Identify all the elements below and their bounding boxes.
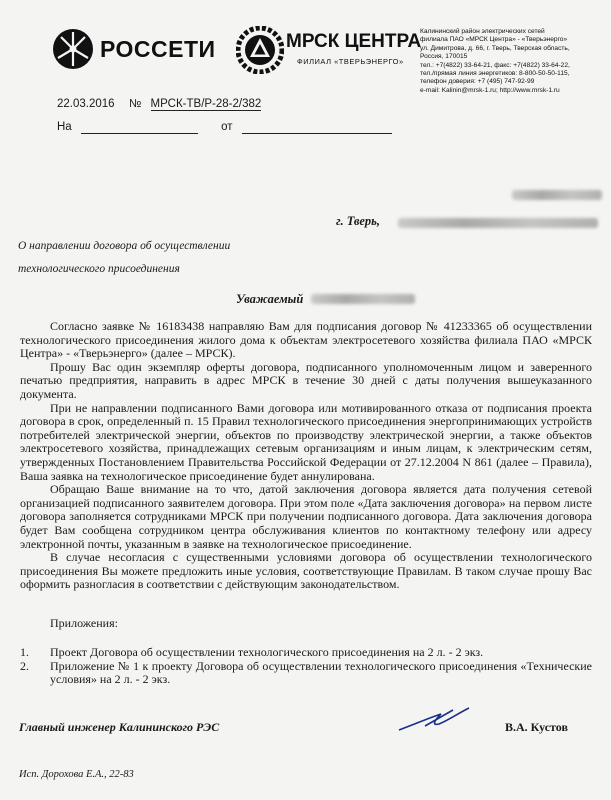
mrsk-logo-icon [236, 26, 284, 74]
letter-body [20, 320, 592, 592]
rosseti-logo-icon [52, 28, 94, 70]
reference-row [57, 121, 392, 134]
attachment-number: 2. [20, 658, 29, 673]
subject-line-1: О направлении договора об осуществлении [18, 240, 231, 252]
org-info-line: Калининский район электрических сетей [420, 28, 545, 35]
document-date: 22.03.2016 [57, 98, 115, 110]
signatory-name: В.А. Кустов [505, 720, 568, 734]
from-label: от [221, 121, 233, 133]
attachments-list [20, 646, 592, 687]
org-info-line: Россия, 170015 [420, 53, 468, 61]
paragraph: При не направлении подписанного Вами договора или мотивированного отказа от подписания проекта договора в срок, определенный п. 15 Правил технологического присоединения энергопринимающих устройств потребителей электрической энергии, объектов по производству электрической энергии, а также объектов электросетевого хозяйства, принадлежащих сетевым организациям и иным лицам, к электрическим сетям, утвержденных Постановлением Правительства Российской Федерации от 27.12.2004 N 861 (далее – Правила), Ваша заявка на технологическое присоединение будет аннулирована. [20, 400, 592, 483]
list-item [20, 660, 592, 687]
redacted-recipient-name [512, 190, 602, 200]
redacted-recipient-address [398, 218, 598, 228]
organization-info [420, 28, 610, 95]
signatory-position: Главный инженер Калининского РЭС [19, 720, 220, 734]
org-info-line: e-mail: Kalinin@mrsk-1.ru; http://www.mrsk-1.ru [420, 86, 560, 94]
handwritten-signature-icon [395, 700, 475, 736]
paragraph: Обращаю Ваше внимание на то что, датой заключения договора является дата получения сетевой организацией подписанного заявителем договора. При этом поле «Дата заключения договора» на первом листе договора заполняется сотрудниками МРСК при получении подписанного договора. Дата заключения договора будет Вам сообщена сотрудником центра обслуживания клиентов по контактному телефону или адресу электронной почты, указанным в заявке на технологическое присоединение. [20, 482, 592, 551]
reference-number-blank [81, 121, 198, 134]
recipient-city: г. Тверь, [336, 214, 380, 228]
rosseti-logo-text: РОССЕТИ [100, 36, 216, 62]
attachment-text: Проект Договора об осуществлении технологического присоединения на 2 л. - 2 экз. [50, 645, 484, 659]
redacted-addressee-name [311, 294, 415, 304]
org-info-line: ул. Димитрова, д. 66, г. Тверь, Тверская область, [420, 44, 570, 52]
paragraph: В случае несогласия с существенными условиями договора об осуществлении технологического присоединения Вы можете предложить иные условия, соответствующие Правилам. В таком случае прошу Вас оформить разногласия в соответствии с действующим законодательством. [20, 550, 592, 592]
mrsk-logo-text: МРСК ЦЕНТРА [286, 31, 422, 52]
org-info-line: тел./прямая линия энергетиков: 8-800-50-50-115, [420, 70, 570, 78]
subject-line-2: технологического присоединения [18, 263, 180, 275]
org-info-line: телефон доверия: +7 (495) 747-92-99 [420, 78, 535, 86]
paragraph: Согласно заявке № 16183438 направляю Вам для подписания договор № 41233365 об осуществлении технологического присоединения жилого дома к объектам электросетевого хозяйства филиала ПАО «МРСК Центра» - «Тверьэнерго» (далее – МРСК). [20, 319, 592, 361]
number-label: № [129, 98, 142, 110]
document-number: МРСК-ТВ/Р-28-2/382 [150, 98, 262, 110]
attachments-label: Приложения: [50, 616, 118, 630]
executor-info: Исп. Дорохова Е.А., 22-83 [19, 769, 134, 780]
attachment-text: Приложение № 1 к проекту Договора об осуществлении технологического присоединения «Технические условия» на 2 л. - 2 экз. [50, 658, 592, 687]
mrsk-branch-label: ФИЛИАЛ «ТВЕРЬЭНЕРГО» [297, 57, 404, 66]
paragraph: Прошу Вас один экземпляр оферты договора, подписанного уполномоченным лицом и заверенного печатью предприятия, направить в адрес МРСК в течение 30 дней с даты получения вышеуказанного документа. [20, 359, 592, 401]
attachment-number: 1. [20, 645, 29, 659]
reference-date-blank [242, 121, 392, 134]
org-info-line: филиала ПАО «МРСК Центра» - «Тверьэнерго» [420, 36, 568, 44]
document-number-row [129, 98, 261, 111]
org-info-line: тел.: +7(4822) 33-64-21, факс: +7(4822) 33-64-22, [420, 61, 570, 69]
to-label: На [57, 121, 72, 133]
greeting: Уважаемый [236, 292, 304, 306]
list-item [20, 646, 592, 660]
